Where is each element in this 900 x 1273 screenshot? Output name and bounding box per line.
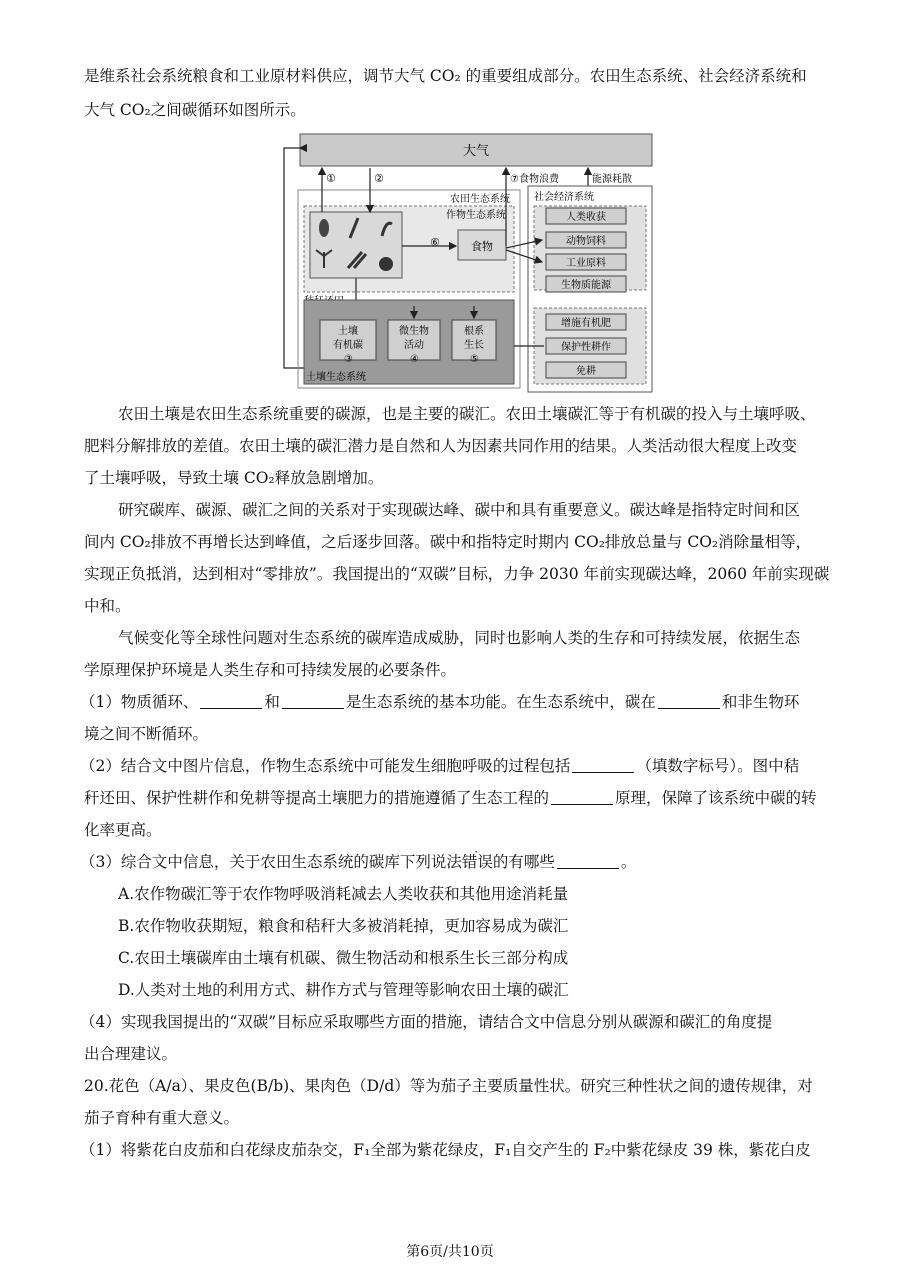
question-2-line-2 <box>84 788 817 808</box>
q1-part-c: 是生态系统的基本功能。在生态系统中，碳在 <box>345 693 656 711</box>
socio-item-1: 动物饲料 <box>566 236 606 247</box>
soil-carbon-label-2: 有机碳 <box>333 340 363 351</box>
socio-item-2: 工业原料 <box>566 258 606 269</box>
question-3-stem <box>80 852 636 872</box>
corn-icon <box>319 219 329 237</box>
measure-0: 增施有机肥 <box>561 318 611 329</box>
question-20-sub-1: （1）将紫花白皮茄和白花绿皮茄杂交，F₁全部为紫花绿皮，F₁自交产生的 F₂中紫花绿皮 39 株，紫花白皮 <box>80 1141 811 1159</box>
para2-line-1: 研究碳库、碳源、碳汇之间的关系对于实现碳达峰、碳中和具有重要意义。碳达峰是指特定时间和区 <box>118 501 801 519</box>
q1-part-d: 和非生物环 <box>721 693 800 711</box>
intro-line-1: 是维系社会系统粮食和工业原材料供应，调节大气 CO₂ 的重要组成部分。农田生态系统、社会经济系统和 <box>84 67 807 85</box>
q3-part-d: 。 <box>620 853 637 871</box>
question-4-line-1: （4）实现我国提出的“双碳”目标应采取哪些方面的措施，请结合文中信息分别从碳源和碳汇的角度提 <box>80 1013 773 1031</box>
q3-option-b[interactable]: B.农作物收获期短，粮食和秸秆大多被消耗掉，更加容易成为碳汇 <box>118 917 569 935</box>
para1-line-1: 农田土壤是农田生态系统重要的碳源，也是主要的碳汇。农田土壤碳汇等于有机碳的投入与土壤呼吸、 <box>118 405 816 423</box>
carbon-cycle-diagram <box>270 128 660 396</box>
label-4: ④ <box>410 354 419 365</box>
q1-blank-3[interactable] <box>658 694 720 709</box>
socio-item-3: 生物质能源 <box>561 280 611 291</box>
question-1-line-1 <box>80 692 799 712</box>
label-1: ① <box>326 172 336 185</box>
para1-line-2: 肥料分解排放的差值。农田土壤的碳汇潜力是自然和人为因素共同作用的结果。人类活动很大程度上改变 <box>84 437 798 455</box>
para2-line-2: 间内 CO₂排放不再增长达到峰值，之后逐步回落。碳中和指特定时期内 CO₂排放总量与 CO₂消除量相等， <box>84 533 812 551</box>
question-1-line-2: 境之间不断循环。 <box>84 725 209 743</box>
para3-line-1: 气候变化等全球性问题对生态系统的碳库造成威胁，同时也影响人类的生存和可持续发展，依据生态 <box>118 629 801 647</box>
microbe-label-2: 活动 <box>404 340 424 351</box>
para3-line-2: 学原理保护环境是人类生存和可持续发展的必要条件。 <box>84 661 457 679</box>
food-waste-label: ⑦食物浪费 <box>510 174 559 185</box>
q1-part-b: 和 <box>264 693 280 711</box>
q2-part-d: 原理，保障了该系统中碳的转 <box>615 789 817 807</box>
soil-carbon-label-1: 土壤 <box>338 326 358 337</box>
atmosphere-label: 大气 <box>462 144 490 159</box>
measure-2: 免耕 <box>576 366 596 377</box>
energy-label: 能源耗散 <box>592 174 632 185</box>
q1-blank-1[interactable] <box>200 694 262 709</box>
vegetable-icon <box>379 257 393 271</box>
farmland-system-label: 农田生态系统 <box>450 194 510 205</box>
soil-system-label: 土壤生态系统 <box>306 372 366 383</box>
q2-part-b: （填数字标号）。图中秸 <box>636 757 800 775</box>
microbe-label-1: 微生物 <box>399 326 429 337</box>
q2-part-a: （2）结合文中图片信息，作物生态系统中可能发生细胞呼吸的过程包括 <box>80 757 571 775</box>
root-label-2: 生长 <box>464 340 484 351</box>
food-label: 食物 <box>471 240 493 253</box>
question-2-line-1 <box>80 756 799 776</box>
q2-blank-1[interactable] <box>572 758 634 773</box>
question-2-line-3: 化率更高。 <box>84 821 162 839</box>
measure-1: 保护性耕作 <box>561 342 611 353</box>
q3-part-c: 的有哪些 <box>492 853 555 871</box>
q1-blank-2[interactable] <box>282 694 344 709</box>
label-5: ⑤ <box>470 354 479 365</box>
q1-part-a: （1）物质循环、 <box>80 693 199 711</box>
label-6: ⑥ <box>430 236 440 249</box>
question-20-line-1: 20.花色（A/a）、果皮色(B/b)、果肉色（D/d）等为茄子主要质量性状。研究三种性状之间的遗传规律，对 <box>84 1077 813 1095</box>
q3-part-a: （3）综合文中信息，关于农田生态系统的碳库下列说法 <box>80 853 462 871</box>
socio-system-label: 社会经济系统 <box>534 192 594 203</box>
q2-blank-2[interactable] <box>551 790 613 805</box>
page-number: 第6页/共10页 <box>406 1244 494 1260</box>
para2-line-3: 实现正负抵消，达到相对“零排放”。我国提出的“双碳”目标，力争 2030 年前实现碳达峰，2060 年前实现碳 <box>84 565 830 583</box>
label-3: ③ <box>344 354 353 365</box>
intro-line-2: 大气 CO₂之间碳循环如图所示。 <box>84 101 306 119</box>
q3-option-c[interactable]: C.农田土壤碳库由土壤有机碳、微生物活动和根系生长三部分构成 <box>118 949 569 967</box>
crop-system-label: 作物生态系统 <box>446 210 506 221</box>
label-2: ② <box>374 172 384 185</box>
para2-line-4: 中和。 <box>84 597 131 615</box>
q3-blank[interactable] <box>557 854 619 869</box>
q3-option-d[interactable]: D.人类对土地的利用方式、耕作方式与管理等影响农田土壤的碳汇 <box>118 981 569 999</box>
q2-part-c: 秆还田、保护性耕作和免耕等提高土壤肥力的措施遵循了生态工程的 <box>84 789 550 807</box>
question-4-line-2: 出合理建议。 <box>84 1045 178 1063</box>
socio-item-0: 人类收获 <box>566 212 606 223</box>
q3-option-a[interactable]: A.农作物碳汇等于农作物呼吸消耗减去人类收获和其他用途消耗量 <box>118 885 569 903</box>
q3-emphasis: 错误 <box>461 853 493 871</box>
root-label-1: 根系 <box>464 326 484 337</box>
question-20-line-2: 茄子育种有重大意义。 <box>84 1109 240 1127</box>
para1-line-3: 了土壤呼吸，导致土壤 CO₂释放急剧增加。 <box>84 469 384 487</box>
